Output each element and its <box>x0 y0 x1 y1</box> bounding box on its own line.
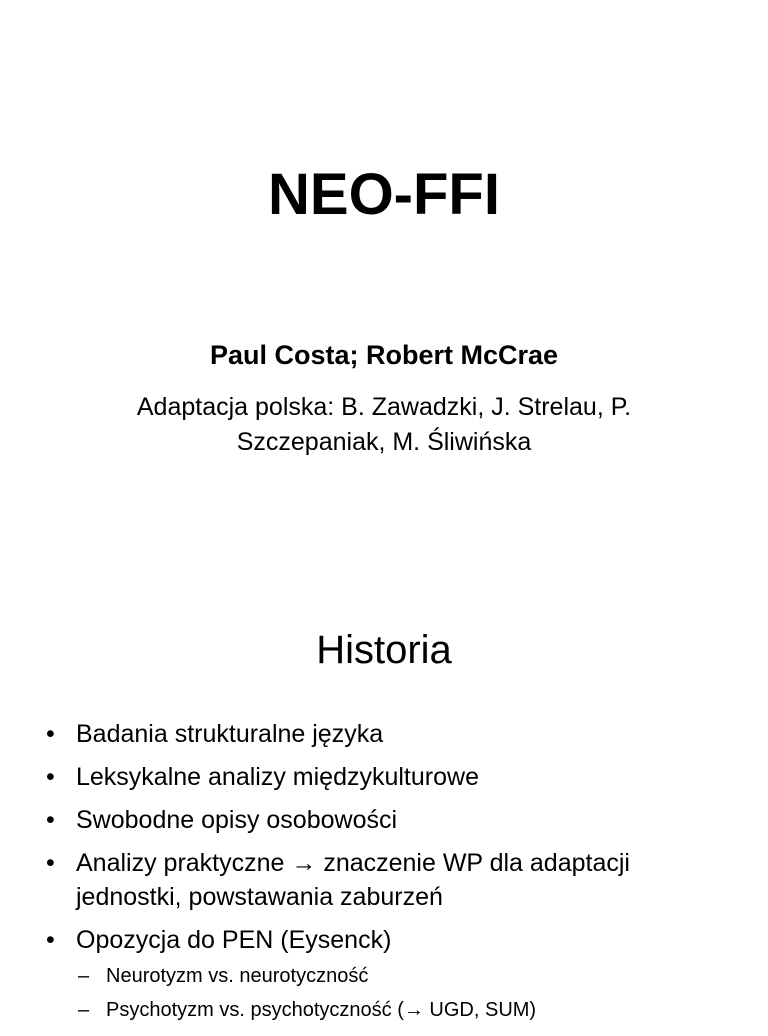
list-item <box>42 803 742 837</box>
polish-adaptation-credits: Adaptacja polska: B. Zawadzki, J. Strelau, P. Szczepaniak, M. Śliwińska <box>136 393 632 456</box>
slide-title: Historia <box>316 628 452 672</box>
list-item <box>42 717 742 751</box>
dash-icon: – <box>78 999 90 1021</box>
sub-bullet-list <box>76 959 742 1027</box>
bullet-icon: • <box>46 926 55 954</box>
list-item <box>42 760 742 794</box>
dash-icon: – <box>78 965 90 987</box>
bullet-icon: • <box>46 763 55 791</box>
sub-list-item-text: Psychotyzm vs. psychotyczność (→ UGD, SUM) <box>106 999 537 1021</box>
bullet-icon: • <box>46 849 55 877</box>
list-item-text: Swobodne opisy osobowości <box>76 806 398 834</box>
sub-list-item <box>76 959 742 993</box>
list-item <box>42 846 742 914</box>
authors-line: Paul Costa; Robert McCrae <box>209 340 559 370</box>
slide-title: NEO-FFI <box>268 162 500 227</box>
slide-historia <box>0 580 768 1024</box>
sub-list-item-text: Neurotyzm vs. neurotyczność <box>106 965 369 987</box>
list-item-text: Badania strukturalne języka <box>76 720 384 748</box>
bullet-icon: • <box>46 806 55 834</box>
list-item-text: Leksykalne analizy międzykulturowe <box>76 763 479 791</box>
list-item <box>42 923 742 1027</box>
bullet-icon: • <box>46 720 55 748</box>
sub-list-item <box>76 993 742 1027</box>
list-item-text: Opozycja do PEN (Eysenck) <box>76 926 392 954</box>
list-item-text: Analizy praktyczne → znaczenie WP dla adaptacji jednostki, powstawania zaburzeń <box>76 849 630 911</box>
bullet-list <box>42 717 742 1036</box>
